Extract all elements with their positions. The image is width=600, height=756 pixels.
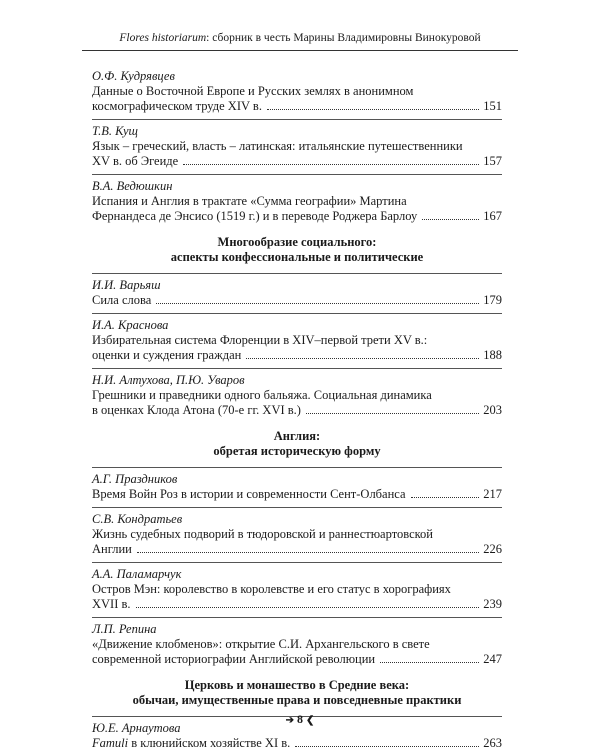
entry-author: И.А. Краснова xyxy=(92,318,169,332)
entry-title-text: современной историографии Английской революции xyxy=(92,652,376,666)
toc-entry xyxy=(92,508,502,562)
header-title-italic: Flores historiarum xyxy=(119,32,207,44)
entry-author: Н.И. Алтухова, П.Ю. Уваров xyxy=(92,373,245,387)
dot-leader xyxy=(411,497,480,498)
toc-entry xyxy=(92,314,502,368)
entry-title-rest: в клюнийском хозяйстве XI в. xyxy=(128,736,291,750)
dot-leader xyxy=(137,552,479,553)
header-title-rest: : сборник в честь Марины Владимировны Винокуровой xyxy=(206,32,481,44)
entry-author: А.А. Паламарчук xyxy=(92,567,182,581)
section-heading-line: обычаи, имущественные права и повседневные практики xyxy=(132,693,462,707)
toc-entry xyxy=(92,468,502,507)
entry-title-line: «Движение клобменов»: открытие С.И. Архангельского в свете xyxy=(92,637,430,651)
entry-author: И.И. Варьяш xyxy=(92,278,161,292)
arrow-left-icon: ❮ xyxy=(306,715,315,726)
entry-author: А.Г. Праздников xyxy=(92,472,178,486)
toc-entry xyxy=(92,175,502,229)
entry-page-number: 188 xyxy=(483,348,502,362)
entry-title-last-line xyxy=(92,99,502,114)
entry-page-number: 263 xyxy=(483,736,502,750)
entry-title-line: Испания и Англия в трактате «Сумма географии» Мартина xyxy=(92,194,407,208)
entry-title-text: XV в. об Эгеиде xyxy=(92,154,179,168)
entry-title-text: Англии xyxy=(92,542,132,556)
dot-leader xyxy=(183,164,479,165)
entry-page-number: 239 xyxy=(483,597,502,611)
toc-entry xyxy=(92,120,502,174)
entry-author: Л.П. Репина xyxy=(92,622,157,636)
section-heading-line: Многообразие социального: xyxy=(217,235,377,249)
entry-title-text: в оценках Клода Атона (70-е гг. XVI в.) xyxy=(92,403,301,417)
entry-title-text: Сила слова xyxy=(92,293,152,307)
entry-page-number: 167 xyxy=(483,209,502,223)
entry-title-text: оценки и суждения граждан xyxy=(92,348,242,362)
entry-title-italic: Famuli xyxy=(92,736,129,750)
section-heading-line: аспекты конфессиональные и политические xyxy=(170,250,424,264)
dot-leader xyxy=(295,746,479,747)
dot-leader xyxy=(136,607,480,608)
section-heading-line: Церковь и монашество в Средние века: xyxy=(184,678,410,692)
entry-title-text: Время Войн Роз в истории и современности Сент-Олбанса xyxy=(92,487,406,501)
entry-title-last-line xyxy=(92,542,502,557)
entry-title-line: Жизнь судебных подворий в тюдоровской и раннестюартовской xyxy=(92,527,433,541)
entry-title-last-line xyxy=(92,487,502,502)
entry-title-last-line xyxy=(92,736,502,751)
section-heading-line: Англия: xyxy=(273,429,321,443)
dot-leader xyxy=(156,303,479,304)
toc-entry xyxy=(92,563,502,617)
toc-entry xyxy=(92,65,502,119)
entry-author: В.А. Ведюшкин xyxy=(92,179,173,193)
entry-page-number: 151 xyxy=(483,99,502,113)
dot-leader xyxy=(267,109,479,110)
running-header xyxy=(82,31,518,51)
section-heading xyxy=(92,672,502,716)
entry-title-text: Фернандеса де Энсисо (1519 г.) и в переводе Роджера Барлоу xyxy=(92,209,418,223)
entry-page-number: 179 xyxy=(483,293,502,307)
toc-entry xyxy=(92,369,502,423)
entry-title-last-line xyxy=(92,154,502,169)
entry-title-line: Избирательная система Флоренции в XIV–первой трети XV в.: xyxy=(92,333,428,347)
entry-title-last-line xyxy=(92,348,502,363)
entry-author: Ю.Е. Арнаутова xyxy=(92,721,181,735)
entry-page-number: 247 xyxy=(483,652,502,666)
section-heading xyxy=(92,229,502,273)
entry-page-number: 157 xyxy=(483,154,502,168)
entry-page-number: 217 xyxy=(483,487,502,501)
section-heading-line: обретая историческую форму xyxy=(213,444,381,458)
entry-title-last-line xyxy=(92,293,502,308)
entry-page-number: 226 xyxy=(483,542,502,556)
entry-title-text xyxy=(92,736,290,751)
entry-title-text: космографическом труде XIV в. xyxy=(92,99,262,113)
page-footer xyxy=(0,712,600,727)
dot-leader xyxy=(246,358,479,359)
entry-page-number: 203 xyxy=(483,403,502,417)
entry-title-line: Данные о Восточной Европе и Русских землях в анонимном xyxy=(92,84,414,98)
entry-author: Т.В. Кущ xyxy=(92,124,138,138)
entry-author: О.Ф. Кудрявцев xyxy=(92,69,175,83)
entry-title-line: Язык – греческий, власть – латинская: итальянские путешественники xyxy=(92,139,463,153)
arrow-right-icon: ➔ xyxy=(285,715,294,726)
toc-entry xyxy=(92,618,502,672)
table-of-contents xyxy=(92,65,502,756)
entry-author: С.В. Кондратьев xyxy=(92,512,183,526)
dot-leader xyxy=(422,219,479,220)
dot-leader xyxy=(306,413,479,414)
entry-title-last-line xyxy=(92,209,502,224)
entry-title-last-line xyxy=(92,403,502,418)
entry-title-last-line xyxy=(92,597,502,612)
entry-title-line: Остров Мэн: королевство в королевстве и его статус в хорографиях xyxy=(92,582,451,596)
entry-title-last-line xyxy=(92,652,502,667)
page-number: 8 xyxy=(297,712,303,726)
toc-entry xyxy=(92,274,502,313)
dot-leader xyxy=(380,662,479,663)
section-heading xyxy=(92,423,502,467)
entry-title-line: Грешники и праведники одного бальяжа. Социальная динамика xyxy=(92,388,432,402)
entry-title-text: XVII в. xyxy=(92,597,131,611)
